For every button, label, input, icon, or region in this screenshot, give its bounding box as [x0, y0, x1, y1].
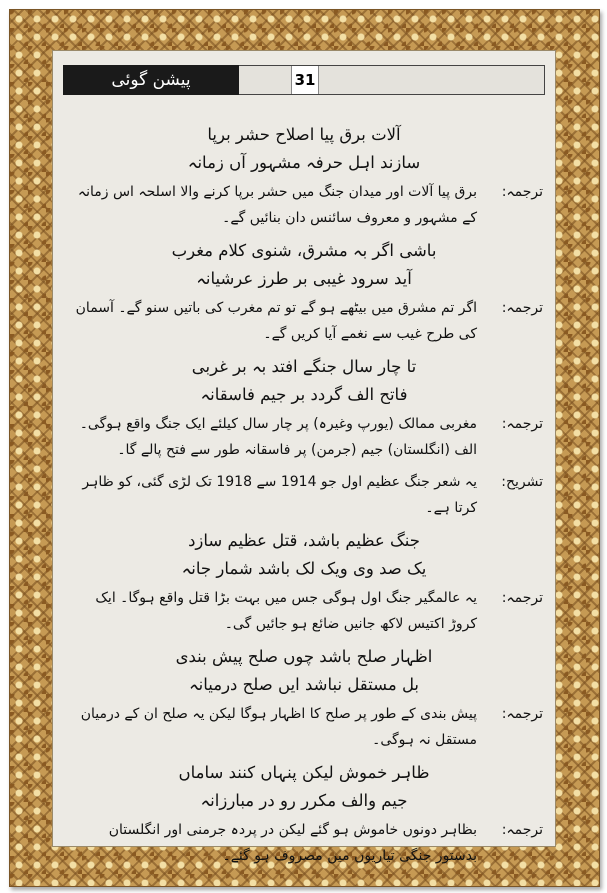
paragraph-label: ترجمہ:: [501, 416, 543, 432]
paragraph-label: تشریح:: [501, 474, 543, 490]
verse-block: [65, 527, 543, 583]
paragraph-text: اگر تم مشرق میں بیٹھے ہو گے تو تم مغرب کی باتیں سنو گے۔ آسمان کی طرح غیب سے نغمے آیا کریں گے۔: [75, 300, 477, 342]
translation-paragraph: [65, 295, 543, 347]
verse-line: آلات برق پیا اصلاح حشر برپا: [207, 125, 401, 144]
paragraph-text: مغربی ممالک (یورپ وغیرہ) پر چار سال کیلئے ایک جنگ واقع ہوگی۔ الف (انگلستان) جیم (جرمن) پر فاسقانہ طور سے فتح پالے گا۔: [79, 416, 477, 458]
verse-line: بل مستقل نباشد ایں صلح درمیانہ: [188, 675, 420, 694]
page-content: [65, 121, 543, 864]
paragraph-text: پیش بندی کے طور پر صلح کا اظہار ہوگا لیکن یہ صلح ان کے درمیان مستقل نہ ہوگی۔: [80, 706, 477, 748]
verse-block: [65, 121, 543, 177]
book-page: [52, 50, 556, 864]
paragraph-text: برق پیا آلات اور میدان جنگ میں حشر برپا کرنے والا اسلحہ اس زمانہ کے مشہور و معروف سائنس دان بنائیں گے۔: [77, 184, 477, 226]
paragraph-label: ترجمہ:: [501, 184, 543, 200]
paragraph-label: ترجمہ:: [501, 822, 543, 838]
page-header: [63, 65, 545, 95]
paragraph-label: ترجمہ:: [501, 590, 543, 606]
verse-block: [65, 237, 543, 293]
verse-line: فاتح الف گردد بر جیم فاسقانہ: [200, 385, 408, 404]
verse-block: [65, 643, 543, 699]
paragraph-text: یہ شعر جنگ عظیم اول جو 1914 سے 1918 تک لڑی گئی، کو ظاہر کرتا ہے۔: [82, 474, 477, 516]
commentary-paragraph: [65, 469, 543, 521]
verse-line: جنگ عظیم باشد، قتل عظیم سازد: [188, 531, 420, 550]
verse-line: سازند اہل حرفہ مشہور آں زمانہ: [187, 153, 421, 172]
page-number: 31: [291, 66, 319, 94]
verse-block: [65, 353, 543, 409]
verse-line: آید سرود غیبی بر طرز عرشیانہ: [196, 269, 412, 288]
translation-paragraph: [65, 585, 543, 637]
paragraph-text: یہ عالمگیر جنگ اول ہوگی جس میں بہت بڑا قتل واقع ہوگا۔ ایک کروڑ اکتیس لاکھ جانیں ضائع ہو جائیں گی۔: [95, 590, 477, 632]
verse-line: تا چار سال جنگے افتد بہ بر غربی: [191, 357, 417, 376]
verse-line: یک صد وی ویک لک باشد شمار جانہ: [181, 559, 427, 578]
chapter-title: پیشن گوئی: [63, 65, 239, 95]
paragraph-label: ترجمہ:: [501, 300, 543, 316]
translation-paragraph: [65, 701, 543, 753]
translation-paragraph: [65, 179, 543, 231]
verse-line: جیم والف مکرر رو در مبارزانہ: [200, 791, 408, 810]
translation-paragraph: [65, 411, 543, 463]
verse-block: [65, 759, 543, 815]
paragraph-label: ترجمہ:: [501, 706, 543, 722]
paragraph-text: بظاہر دونوں خاموش ہو گئے لیکن در پردہ جرمنی اور انگلستان بدستور جنگی تیاریوں میں مصروف ہو گئے۔: [108, 822, 477, 864]
verse-line: ظاہر خموش لیکن پنہاں کنند ساماں: [178, 763, 430, 782]
verse-line: اظہار صلح باشد چوں صلح پیش بندی: [175, 647, 433, 666]
verse-line: باشی اگر بہ مشرق، شنوی کلام مغرب: [171, 241, 437, 260]
translation-paragraph: [65, 817, 543, 869]
